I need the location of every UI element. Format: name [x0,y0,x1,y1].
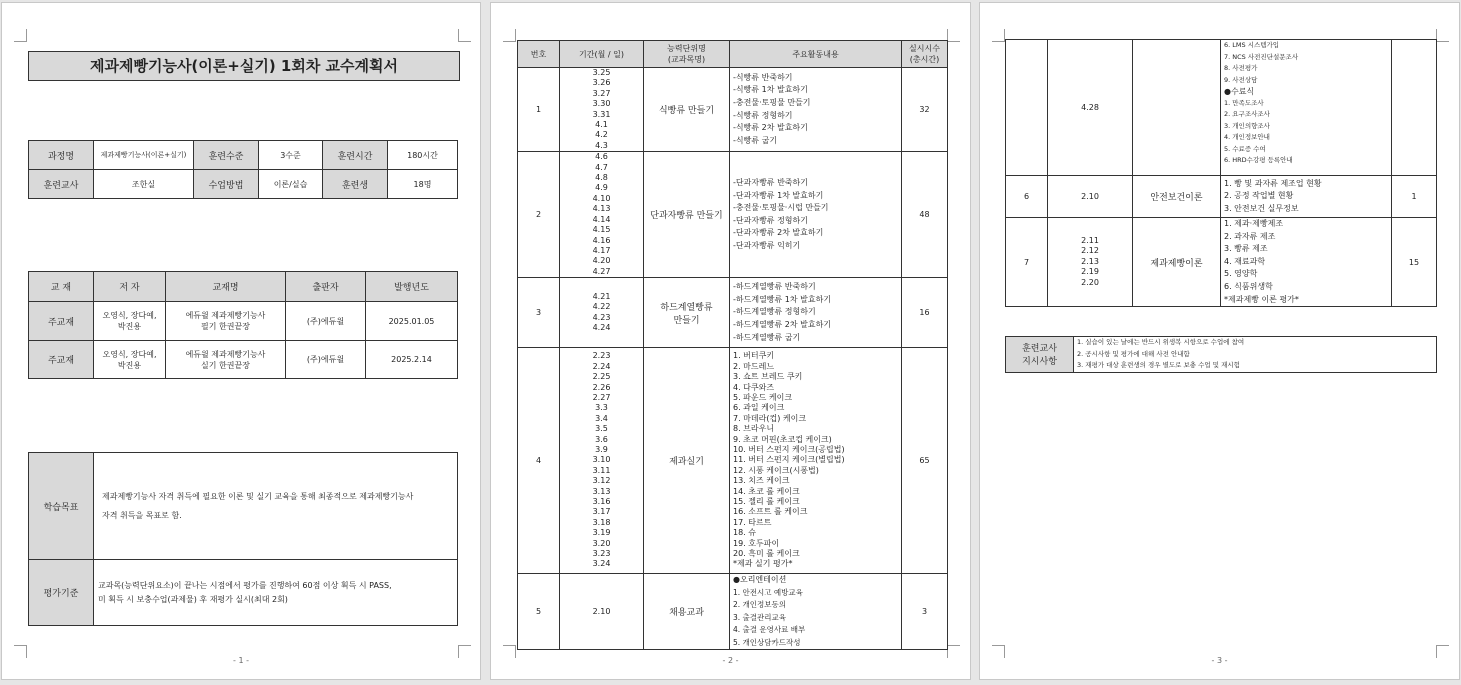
row-content: ●오리엔테이션 1. 안전시고 예방교육 2. 개인정보동의 3. 출결관리교육 4. 출결 운영사료 배부 5. 개인상담카드작성 [730,574,902,650]
col-header-unit: 능력단위명 (교과목명) [644,41,730,68]
crop-mark [458,29,471,42]
teacher-label: 훈련교사 [29,170,94,199]
teacher-value: 조한실 [94,170,194,199]
row-unit: 식빵류 만들기 [644,68,730,152]
row-content: -하드계열빵류 반죽하기 -하드계열빵류 1차 발효하기 -하드계열빵류 정형하기 -하드계열빵류 2차 발효하기 -하드계열빵류 굽기 [730,278,902,348]
page-number: - 1 - [233,656,249,665]
schedule-table-continued [1005,39,1437,307]
goal-label: 학습목표 [29,453,94,560]
students-label: 훈련생 [323,170,388,199]
crop-mark [503,29,516,42]
row-content: 6. LMS 시스템가입 7. NCS 사전진단설문조사 8. 사전평가 9. 사전상담 ●수료식 1. 만족도조사 2. 요구조사조사 3. 개인의향조사 4. 개인정보안내 5. 수료증 수여 6. HRD수강평 등록안내 [1221,40,1392,176]
row-number: 1 [518,68,560,152]
instructions-text: 1. 실습이 있는 날에는 반드시 위생복 시항으로 수업에 참여 2. 공시사항 및 평가에 대해 사전 안내함 3. 재평가 대상 훈련생의 경우 별도로 보충 수업 및 재시험 [1074,337,1437,373]
row-number: 7 [1006,218,1048,307]
eval-label: 평가기준 [29,560,94,626]
table-row [1006,218,1437,307]
table-row [29,341,458,379]
row-dates: 2.11 2.12 2.13 2.19 2.20 [1048,218,1133,307]
book-year: 2025.01.05 [366,302,458,341]
level-label: 훈련수준 [194,141,259,170]
col-header: 교 재 [29,272,94,302]
col-header: 출판자 [286,272,366,302]
book-author: 오영식, 장다예, 박진용 [94,341,166,379]
eval-text: 교과목(능력단위요소)이 끝나는 시점에서 평가를 진행하여 60점 이상 획득 시 PASS, 미 획득 시 보충수업(과제물) 후 재평가 실시(최대 2회) [94,560,458,626]
row-dates: 4.21 4.22 4.23 4.24 [560,278,644,348]
table-row [518,68,948,152]
page-3 [979,2,1460,680]
row-unit [1133,40,1221,176]
method-label: 수업방법 [194,170,259,199]
method-value: 이론/실습 [259,170,323,199]
row-dates: 3.25 3.26 3.27 3.30 3.31 4.1 4.2 4.3 [560,68,644,152]
page-1 [1,2,481,680]
hours-value: 180시간 [388,141,458,170]
hours-label: 훈련시간 [323,141,388,170]
row-unit: 채용교과 [644,574,730,650]
course-info-table [28,140,458,199]
book-type: 주교재 [29,302,94,341]
row-number: 5 [518,574,560,650]
row-hours: 15 [1392,218,1437,307]
row-content: 1. 버터쿠키 2. 마드레느 3. 쇼트 브레드 쿠키 4. 다쿠와즈 5. 파운드 케이크 6. 과일 케이크 7. 마데라(컵) 케이크 8. 브라우니 9. 초코 머핀(초코컵 케이크) 10. 버터 스펀지 케이크(공립법) 11. 버터 스펀지 케이크(별립법) 12. 시퐁 케이크(시퐁법) 13. 치즈 케이크 14. 초코 롤 케이크 15. 젤리 롤 케이크 16. 소프트 롤 케이크 17. 타르트 18. 슈 19. 호두파이 20. 흑미 롤 케이크 *제과 실기 평가* [730,348,902,574]
goal-text: 제과제빵기능사 자격 취득에 필요한 이론 및 실기 교육을 통해 최종적으로 제과제빵기능사 자격 취득을 목표로 함. [94,453,458,560]
row-dates: 2.23 2.24 2.25 2.26 2.27 3.3 3.4 3.5 3.6 3.9 3.10 3.11 3.12 3.13 3.16 3.17 3.18 3.19 3.20 3.23 3.24 [560,348,644,574]
row-unit: 안전보건이론 [1133,176,1221,218]
crop-mark [1436,29,1449,42]
book-year: 2025.2.14 [366,341,458,379]
col-header-no: 번호 [518,41,560,68]
table-row [518,348,948,574]
students-value: 18명 [388,170,458,199]
row-number [1006,40,1048,176]
col-header: 발행년도 [366,272,458,302]
book-name: 에듀윌 제과제빵기능사 실기 한권끝장 [166,341,286,379]
col-header-period: 기간(월 / 일) [560,41,644,68]
course-label: 과정명 [29,141,94,170]
crop-mark [14,29,27,42]
row-dates: 2.10 [1048,176,1133,218]
row-hours: 48 [902,152,948,278]
table-row [29,302,458,341]
page-number: - 3 - [1211,656,1228,665]
crop-mark [992,29,1005,42]
book-publisher: (주)에듀윌 [286,302,366,341]
row-content: -단과자빵류 반죽하기 -단과자빵류 1차 발효하기 -충전물·토핑물·시럽 만들기 -단과자빵류 정형하기 -단과자빵류 2차 발효하기 -단과자빵류 익히기 [730,152,902,278]
row-number: 3 [518,278,560,348]
row-unit: 단과자빵류 만들기 [644,152,730,278]
col-header-content: 주요활동내용 [730,41,902,68]
row-unit: 제과실기 [644,348,730,574]
row-number: 2 [518,152,560,278]
col-header: 교재명 [166,272,286,302]
row-dates: 4.6 4.7 4.8 4.9 4.10 4.13 4.14 4.15 4.16 4.17 4.20 4.27 [560,152,644,278]
goals-table [28,452,458,626]
table-row [1006,40,1437,176]
row-dates: 4.28 [1048,40,1133,176]
level-value: 3수준 [259,141,323,170]
table-row [1006,176,1437,218]
table-row [518,574,948,650]
table-row [518,278,948,348]
row-number: 6 [1006,176,1048,218]
row-content: 1. 제과·제빵제조 2. 과자류 제조 3. 빵류 제조 4. 재료과학 5. 영양학 6. 식품위생학 *제과제빵 이론 평가* [1221,218,1392,307]
row-hours: 3 [902,574,948,650]
instructions-label: 훈련교사 지시사항 [1006,337,1074,373]
row-hours: 65 [902,348,948,574]
page-number: - 2 - [722,656,739,665]
crop-mark [947,29,960,42]
row-hours: 32 [902,68,948,152]
row-content: 1. 빵 및 과자류 제조업 현황 2. 공정 작업별 현황 3. 안전보건 실무정보 [1221,176,1392,218]
textbook-table [28,271,458,379]
table-row [518,152,948,278]
row-hours: 16 [902,278,948,348]
book-type: 주교재 [29,341,94,379]
book-name: 에듀윌 제과제빵기능사 필기 한권끝장 [166,302,286,341]
book-publisher: (주)에듀윌 [286,341,366,379]
course-value: 제과제빵기능사(이론+실기) [94,141,194,170]
row-hours: 1 [1392,176,1437,218]
row-dates: 2.10 [560,574,644,650]
row-unit: 하드계열빵류 만들기 [644,278,730,348]
row-hours [1392,40,1437,176]
col-header: 저 자 [94,272,166,302]
document-title: 제과제빵기능사(이론+실기) 1회차 교수계획서 [28,51,460,81]
col-header-hours: 실시시수 (총시간) [902,41,948,68]
row-unit: 제과제빵이론 [1133,218,1221,307]
page-2 [490,2,971,680]
schedule-table [517,40,948,650]
instructions-table [1005,336,1437,373]
row-number: 4 [518,348,560,574]
book-author: 오영식, 장다예, 박진용 [94,302,166,341]
row-content: -식빵류 반죽하기 -식빵류 1차 발효하기 -충전물·토핑물 만들기 -식빵류 정형하기 -식빵류 2차 발효하기 -식빵류 굽기 [730,68,902,152]
